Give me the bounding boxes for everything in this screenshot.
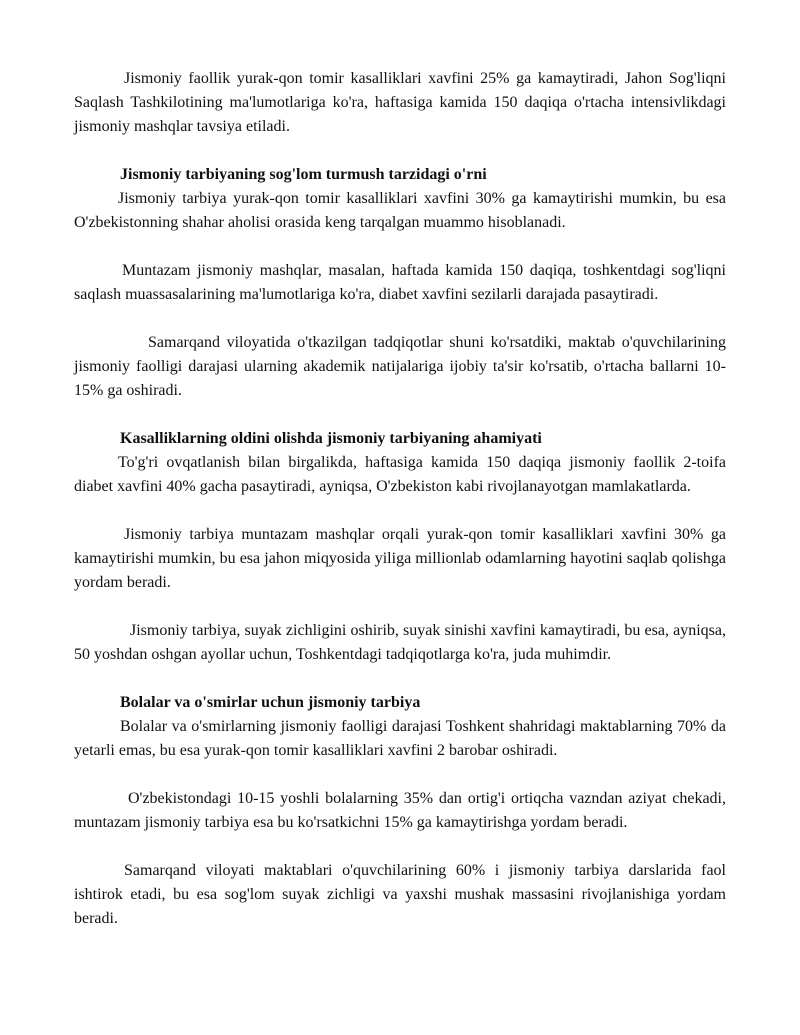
section-heading: Bolalar va o'smirlar uchun jismoniy tarbiya [120, 694, 421, 711]
intro-paragraph: Jismoniy faollik yurak-qon tomir kasalliklari xavfini 25% ga kamaytiradi, Jahon Sog'liqni Saqlash Tashkilotining ma'lumotlariga ko'ra, haftasiga kamida 150 daqiqa o'rtacha intensivlikdagi jismoniy mashqlar tavsiya etiladi. [74, 70, 726, 135]
paragraph: Samarqand viloyatida o'tkazilgan tadqiqotlar shuni ko'rsatdiki, maktab o'quvchilarining jismoniy faolligi darajasi ularning akademik natijalariga ijobiy ta'sir ko'rsatib, o'rtacha ballarni 10-15% ga oshiradi. [74, 334, 726, 399]
paragraph: Jismoniy tarbiya yurak-qon tomir kasalliklari xavfini 30% ga kamaytirishi mumkin, bu esa O'zbekistonning shahar aholisi orasida keng tarqalgan muammo hisoblanadi. [74, 190, 726, 231]
paragraph: O'zbekistondagi 10-15 yoshli bolalarning 35% dan ortig'i ortiqcha vazndan aziyat chekadi, muntazam jismoniy tarbiya esa bu ko'rsatkichni 15% ga kamaytirishga yordam beradi. [74, 790, 726, 831]
section-role-in-healthy-lifestyle [74, 163, 726, 403]
paragraph: Jismoniy tarbiya muntazam mashqlar orqali yurak-qon tomir kasalliklari xavfini 30% ga kamaytirishi mumkin, bu esa jahon miqyosida yiliga millionlab odamlarning hayotini saqlab qolishga yordam beradi. [74, 526, 726, 591]
section-disease-prevention [74, 427, 726, 667]
section-heading: Jismoniy tarbiyaning sog'lom turmush tarzidagi o'rni [120, 166, 487, 183]
paragraph: Muntazam jismoniy mashqlar, masalan, haftada kamida 150 daqiqa, toshkentdagi sog'liqni saqlash muassasalarining ma'lumotlariga ko'ra, diabet xavfini sezilarli darajada pasaytiradi. [74, 262, 726, 303]
section-children-and-teens [74, 691, 726, 931]
section-heading: Kasalliklarning oldini olishda jismoniy tarbiyaning ahamiyati [120, 430, 542, 447]
paragraph: Samarqand viloyati maktablari o'quvchilarining 60% i jismoniy tarbiya darslarida faol ishtirok etadi, bu esa sog'lom suyak zichligi va yaxshi mushak massasini rivojlanishiga yordam beradi. [74, 862, 726, 927]
paragraph: Jismoniy tarbiya, suyak zichligini oshirib, suyak sinishi xavfini kamaytiradi, bu esa, ayniqsa, 50 yoshdan oshgan ayollar uchun, Toshkentdagi tadqiqotlarga ko'ra, juda muhimdir. [74, 622, 726, 663]
paragraph: To'g'ri ovqatlanish bilan birgalikda, haftasiga kamida 150 daqiqa jismoniy faollik 2-toifa diabet xavfini 40% gacha pasaytiradi, ayniqsa, O'zbekiston kabi rivojlanayotgan mamlakatlarda. [74, 454, 726, 495]
document-page [74, 67, 726, 955]
paragraph: Bolalar va o'smirlarning jismoniy faolligi darajasi Toshkent shahridagi maktablarning 70% da yetarli emas, bu esa yurak-qon tomir kasalliklari xavfini 2 barobar oshiradi. [74, 718, 726, 759]
